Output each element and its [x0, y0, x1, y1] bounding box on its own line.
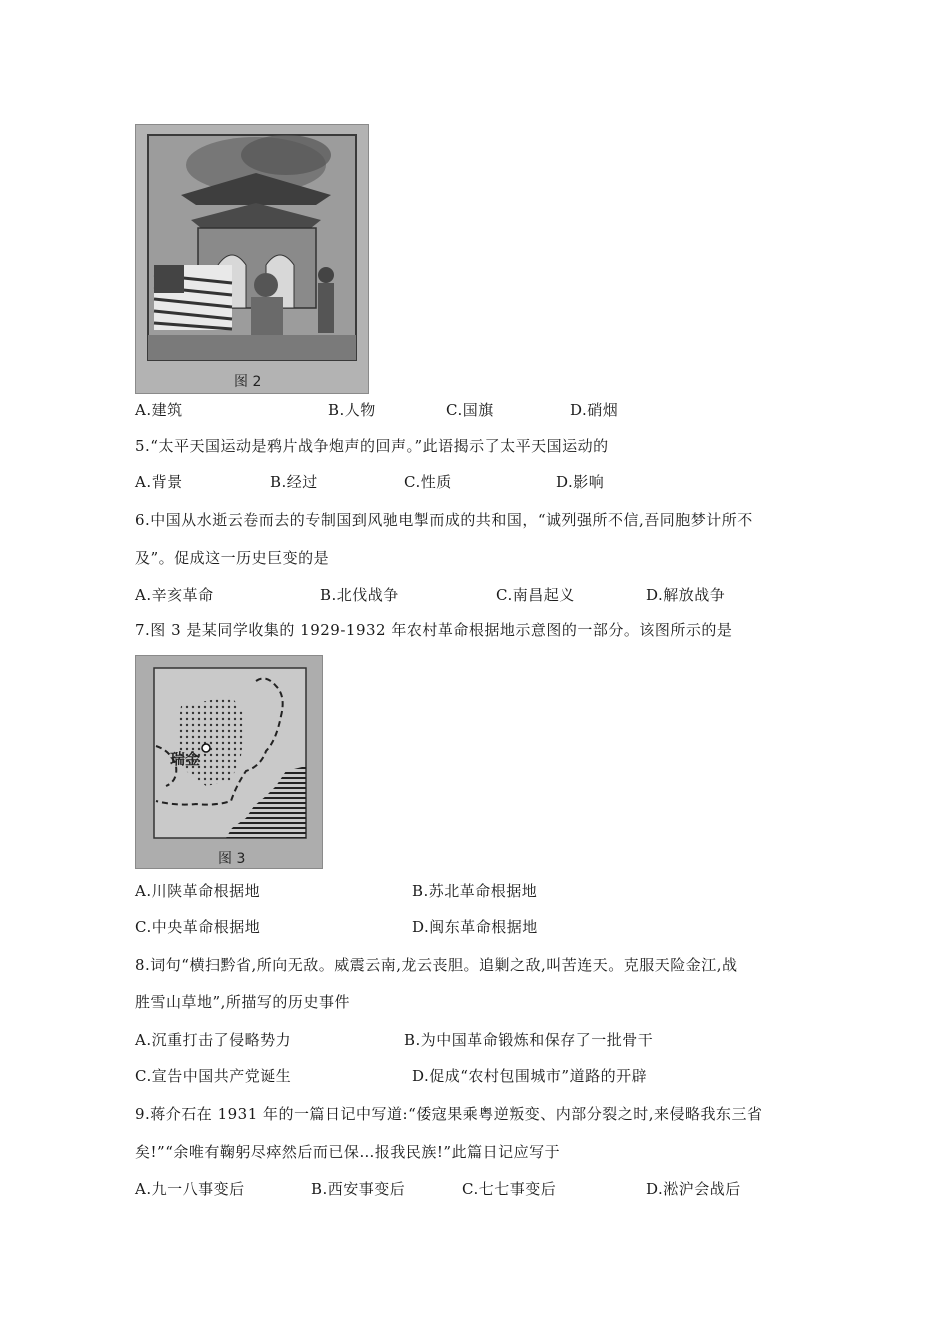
question-5-option-b: B.经过: [270, 473, 318, 491]
question-5-option-c: C.性质: [404, 473, 452, 491]
question-7-option-a: A.川陕革命根据地: [135, 882, 261, 900]
figure-2-option-b: B.人物: [328, 401, 376, 419]
question-7-option-b: B.苏北革命根据地: [412, 882, 538, 900]
figure-2-option-d: D.硝烟: [570, 401, 619, 419]
question-9-option-a: A.九一八事变后: [135, 1180, 245, 1198]
question-6-option-b: B.北伐战争: [320, 586, 399, 604]
figure-3-map-illustration: [136, 656, 322, 868]
question-8-option-d: D.促成“农村包围城市”道路的开辟: [412, 1067, 648, 1085]
question-5-option-a: A.背景: [135, 473, 183, 491]
question-8-stem-line-1: 8.词句“横扫黔省,所向无敌。威震云南,龙云丧胆。追剿之敌,叫苦连天。克服天险金江,战: [135, 956, 738, 974]
question-9-option-b: B.西安事变后: [311, 1180, 406, 1198]
question-9-option-c: C.七七事变后: [462, 1180, 557, 1198]
figure-3-caption: 图 3: [218, 851, 246, 867]
question-9-option-d: D.淞沪会战后: [646, 1180, 741, 1198]
question-5-stem: 5.“太平天国运动是鸦片战争炮声的回声。”此语揭示了太平天国运动的: [135, 437, 609, 455]
figure-2-caption: 图 2: [234, 374, 262, 390]
question-6-option-c: C.南昌起义: [496, 586, 575, 604]
question-5-option-d: D.影响: [556, 473, 605, 491]
figure-2-photo: [135, 124, 369, 394]
question-6-stem-line-2: 及”。促成这一历史巨变的是: [135, 549, 330, 567]
question-9-stem-line-1: 9.蒋介石在 1931 年的一篇日记中写道:“倭寇果乘粤逆叛变、内部分裂之时,来侵略我东三省: [135, 1105, 763, 1123]
question-7-option-c: C.中央革命根据地: [135, 918, 261, 936]
map-label-ruijin: 瑞金: [170, 750, 201, 768]
question-8-option-c: C.宣告中国共产党诞生: [135, 1067, 292, 1085]
question-9-stem-line-2: 矣!”“余唯有鞠躬尽瘁然后而已保…报我民族!”此篇日记应写于: [135, 1143, 561, 1161]
figure-2-option-a: A.建筑: [135, 401, 183, 419]
figure-3-map: [135, 655, 323, 869]
figure-2-option-c: C.国旗: [446, 401, 494, 419]
question-6-stem-line-1: 6.中国从水逝云卷而去的专制国到风驰电掣而成的共和国，“诚列强所不信,吾同胞梦计所不: [135, 511, 753, 529]
question-8-option-b: B.为中国革命锻炼和保存了一批骨干: [404, 1031, 654, 1049]
question-7-stem: 7.图 3 是某同学收集的 1929-1932 年农村革命根据地示意图的一部分。该图所示的是: [135, 621, 733, 639]
figure-2-illustration: [136, 125, 368, 393]
question-8-option-a: A.沉重打击了侵略势力: [135, 1031, 292, 1049]
question-8-stem-line-2: 胜雪山草地”,所描写的历史事件: [135, 993, 350, 1011]
question-6-option-d: D.解放战争: [646, 586, 726, 604]
question-7-option-d: D.闽东革命根据地: [412, 918, 538, 936]
question-6-option-a: A.辛亥革命: [135, 586, 214, 604]
